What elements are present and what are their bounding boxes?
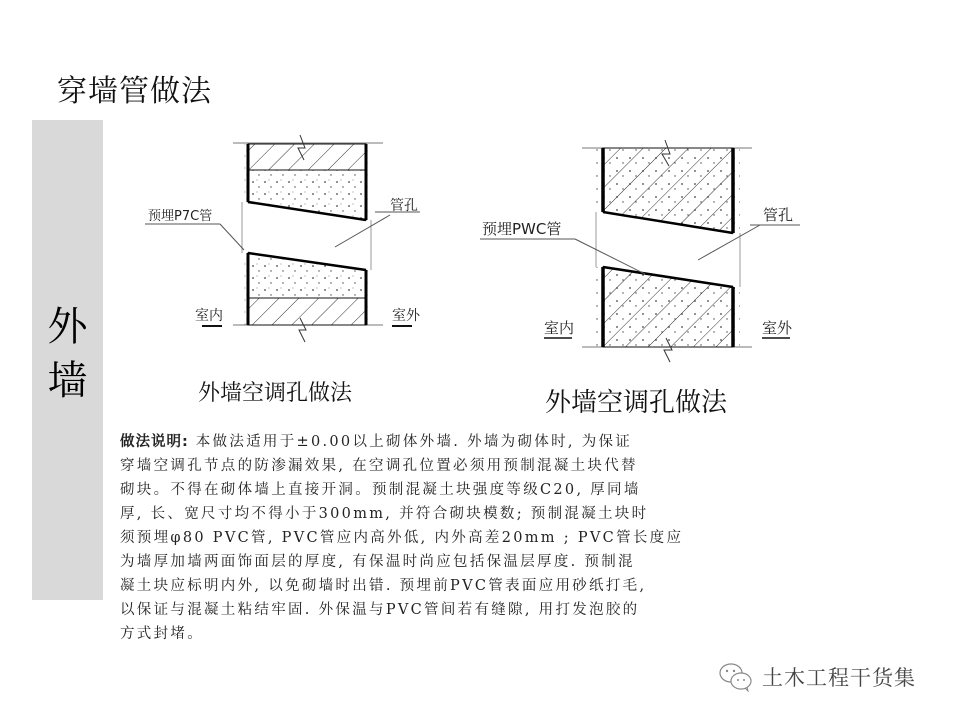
description-line-2: 穿墙空调孔节点的防渗漏效果, 在空调孔位置必须用预制混凝土块代替 bbox=[120, 458, 638, 474]
description-line-9: 方式封堵。 bbox=[120, 626, 204, 642]
description-line-4: 厚, 长、宽尺寸均不得小于300mm, 并符合砌块模数; 预制混凝土块时 bbox=[120, 506, 649, 522]
watermark-text: 土木工程干货集 bbox=[762, 666, 916, 690]
diagram-right bbox=[470, 140, 810, 360]
sidebar-char-1: 外 bbox=[47, 304, 88, 350]
label-indoor: 室内 bbox=[544, 319, 575, 337]
wall-section-drawing-left bbox=[130, 130, 430, 340]
sidebar-char-2: 墙 bbox=[47, 358, 88, 404]
label-indoor: 室内 bbox=[195, 308, 223, 324]
watermark bbox=[718, 662, 916, 692]
description-line-8: 以保证与混凝土粘结牢固. 外保温与PVC管间若有缝隙, 用打发泡胶的 bbox=[120, 602, 640, 618]
description-line-6: 为墙厚加墙两面饰面层的厚度, 有保温时尚应包括保温层厚度. 预制混 bbox=[120, 554, 635, 570]
label-pipe: 预埋P7C管 bbox=[148, 209, 213, 224]
label-outdoor: 室外 bbox=[762, 319, 793, 337]
wechat-icon bbox=[718, 662, 754, 692]
page-title: 穿墙管做法 bbox=[57, 74, 212, 109]
label-pipe: 预埋PWC管 bbox=[482, 220, 562, 238]
sidebar-label bbox=[32, 300, 103, 408]
description-line-5: 须预埋φ80 PVC管, PVC管应内高外低, 内外高差20mm ; PVC管长度应 bbox=[120, 530, 684, 546]
caption-left: 外墙空调孔做法 bbox=[198, 381, 353, 406]
description-lead: 做法说明: bbox=[120, 434, 189, 450]
label-hole: 管孔 bbox=[390, 198, 418, 214]
diagram-left bbox=[130, 130, 430, 340]
description-line-1: 做法说明: 本做法适用于±0.00以上砌体外墙. 外墙为砌体时, 为保证 bbox=[120, 434, 633, 450]
sidebar-panel bbox=[32, 120, 103, 600]
description-line-7: 凝土块应标明内外, 以免砌墙时出错. 预埋前PVC管表面应用砂纸打毛, bbox=[120, 578, 647, 594]
wall-section-drawing-right bbox=[470, 140, 810, 360]
caption-right: 外墙空调孔做法 bbox=[545, 388, 728, 418]
label-outdoor: 室外 bbox=[392, 308, 420, 324]
description-block bbox=[120, 430, 810, 646]
label-hole: 管孔 bbox=[763, 206, 794, 224]
description-line-3: 砌块。不得在砌体墙上直接开洞。预制混凝土块强度等级C20, 厚同墙 bbox=[120, 482, 641, 498]
